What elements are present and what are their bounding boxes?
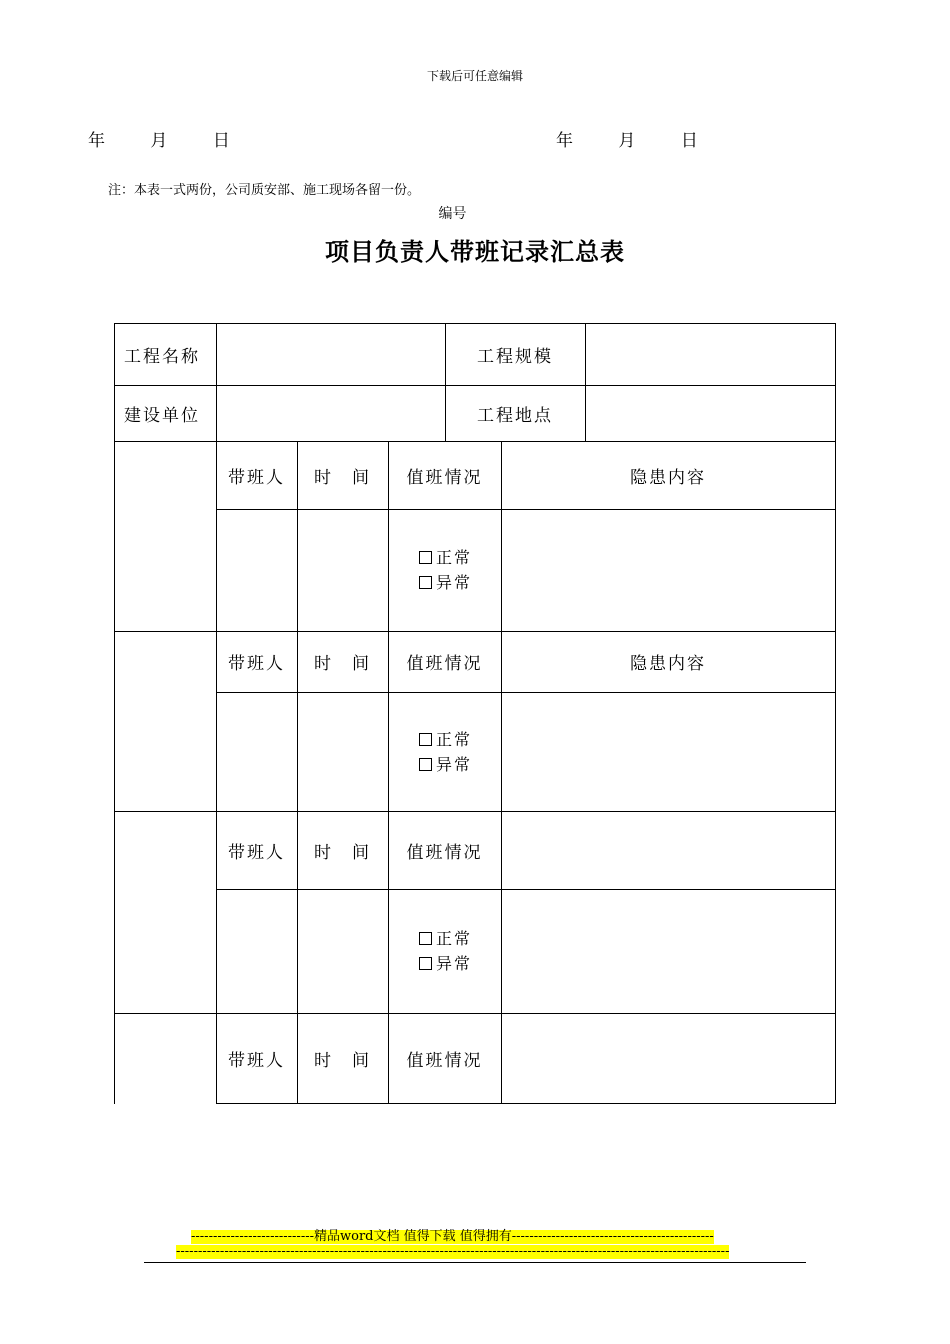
project-name-label: 工程名称 [124,346,200,367]
project-location-label: 工程地点 [477,405,553,426]
date-left-year: 年 [88,131,105,151]
checkbox-icon[interactable] [419,932,432,945]
duty-status-header: 值班情况 [406,842,483,863]
abnormal-option[interactable]: 异常 [419,570,472,595]
hazard-header: 隐患内容 [630,467,706,488]
date-right-month: 月 [618,131,636,151]
checkbox-icon[interactable] [419,957,432,970]
project-location-value[interactable] [586,385,835,441]
footer-rule [144,1262,806,1263]
page-title: 项目负责人带班记录汇总表 [325,237,625,266]
time-header: 时 间 [314,1050,371,1071]
abnormal-option[interactable]: 异常 [419,951,472,976]
page-header-note: 下载后可任意编辑 [426,69,523,83]
date-left [88,126,230,151]
project-name-value[interactable] [217,323,445,385]
time-header: 时 间 [314,467,371,488]
leader-header: 带班人 [228,467,285,488]
duty-status-header: 值班情况 [406,467,483,488]
builder-value[interactable] [217,385,445,441]
copy-note: 注：本表一式两份，公司质安部、施工现场各留一份。 [108,183,421,198]
hazard-header [501,811,835,889]
footer-banner: ----------------------------精品word文档 值得下载 值得拥有---------------------------------------------- [191,1229,714,1244]
hazard-header [501,1013,835,1103]
leader-header: 带班人 [228,654,285,674]
normal-option[interactable]: 正常 [419,926,472,951]
date-right-day: 日 [680,131,698,151]
project-scale-value[interactable] [586,323,835,385]
checkbox-icon[interactable] [419,551,432,564]
time-header: 时 间 [314,842,371,863]
abnormal-option[interactable]: 异常 [419,752,472,777]
checkbox-icon[interactable] [419,733,432,746]
date-left-month: 月 [150,131,168,151]
hazard-header: 隐患内容 [630,654,706,674]
footer-dashes: ------------------------------------------------------------------------------------------------------------------------------ [176,1244,730,1259]
normal-option[interactable]: 正常 [419,545,472,570]
serial-number-label: 编号 [438,206,467,222]
status-checkboxes [419,727,472,777]
leader-header: 带班人 [228,1050,285,1071]
date-right-year: 年 [556,131,573,151]
normal-option[interactable]: 正常 [419,727,472,752]
duty-status-header: 值班情况 [406,1050,483,1071]
project-scale-label: 工程规模 [477,346,553,367]
time-header: 时 间 [314,654,371,674]
date-left-day: 日 [212,131,230,151]
duty-status-header: 值班情况 [406,654,483,674]
date-right [556,126,698,151]
leader-header: 带班人 [228,842,285,863]
builder-label: 建设单位 [124,405,200,426]
status-checkboxes [419,545,472,595]
duty-record-table [114,323,836,1104]
checkbox-icon[interactable] [419,576,432,589]
checkbox-icon[interactable] [419,758,432,771]
status-checkboxes [419,926,472,976]
